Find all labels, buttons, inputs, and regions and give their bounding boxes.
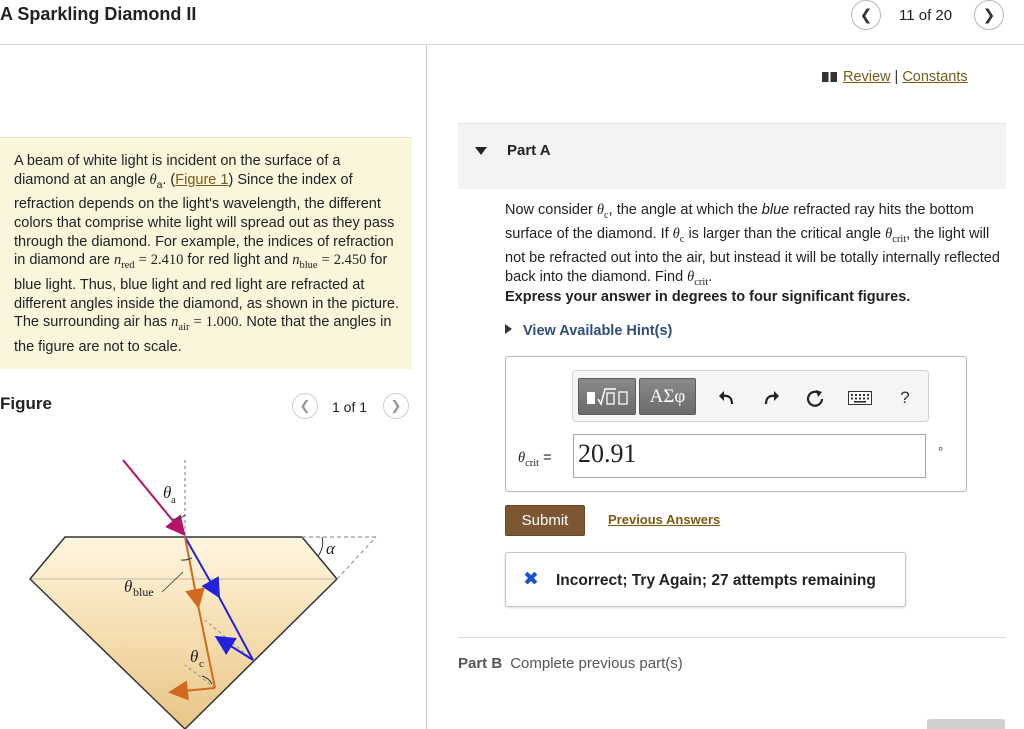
theta-a-arc	[172, 515, 185, 519]
chevron-left-icon: ❮	[299, 398, 311, 413]
caret-right-icon	[505, 324, 512, 334]
chevron-right-icon: ❯	[982, 7, 996, 24]
question-text: , the light will not be refracted out into the air, but instead it will be totally internally reflected back into the diamond. Find	[505, 225, 1000, 285]
caret-down-icon	[475, 147, 487, 155]
theta-c-sub: c	[199, 658, 204, 670]
hints-label: View Available Hint(s)	[523, 323, 673, 339]
problem-text: for blue light. Thus, blue light and red light are refracted at different angles inside the diamond, as shown in the picture. The surrounding air has	[14, 252, 400, 331]
math-toolbar	[572, 370, 929, 422]
theta-a-subscript: a	[156, 179, 163, 191]
symbols-button[interactable]: ΑΣφ	[639, 378, 696, 415]
answer-box	[505, 356, 967, 492]
column-divider	[426, 45, 427, 729]
theta-crit-subscript: crit	[892, 233, 907, 245]
problem-text: A beam of white light is incident on the surface of a diamond at an angle	[14, 153, 341, 188]
figure-count: 1 of 1	[332, 399, 368, 415]
part-a-header[interactable]	[458, 123, 1006, 189]
templates-button[interactable]	[578, 378, 636, 415]
n-air-subscript: air	[178, 322, 190, 334]
redo-icon[interactable]	[758, 385, 784, 411]
answer-unit: °	[938, 444, 944, 459]
part-separator	[458, 637, 1006, 638]
problem-pager: 11 of 20	[899, 7, 953, 24]
problem-text: for red light and	[183, 252, 293, 269]
figure-link[interactable]: Figure 1	[175, 171, 229, 188]
feedback-text: Incorrect; Try Again; 27 attempts remaining	[556, 572, 876, 589]
submit-button[interactable]: Submit	[505, 505, 585, 536]
answer-instruction: Express your answer in degrees to four significant figures.	[505, 289, 911, 305]
view-hints-toggle[interactable]	[505, 323, 672, 339]
question-emphasis: blue	[761, 202, 790, 218]
alpha-arc	[318, 537, 323, 556]
resource-links	[822, 69, 968, 85]
n-red-value: 2.410	[150, 252, 184, 269]
alpha-label: α	[326, 539, 335, 558]
chevron-right-icon: ❯	[390, 398, 402, 413]
header	[0, 0, 1024, 45]
feedback-box	[505, 552, 906, 607]
theta-c-label: θ	[190, 647, 199, 666]
part-b-label: Part B	[458, 655, 503, 672]
link-separator: |	[894, 69, 899, 85]
next-problem-button[interactable]	[974, 0, 1004, 30]
page-title: A Sparkling Diamond II	[0, 4, 197, 24]
diamond-figure	[0, 440, 420, 729]
answer-label-subscript: crit	[525, 457, 540, 469]
incorrect-x-icon: ✖	[523, 569, 539, 590]
keyboard-icon[interactable]	[846, 385, 874, 411]
theta-c-subscript: c	[604, 209, 609, 221]
answer-equals: =	[543, 450, 552, 466]
part-b-status: Complete previous part(s)	[510, 655, 683, 672]
answer-label: $\theta_{crit}$ =	[518, 450, 552, 469]
theta-a-label: θ	[163, 483, 172, 502]
help-button[interactable]: ?	[900, 388, 910, 407]
n-red-subscript: red	[121, 260, 135, 272]
part-b-header	[458, 655, 683, 672]
alpha-dashed-line-2	[337, 537, 376, 579]
question-text: Now consider	[505, 202, 597, 218]
problem-text: ) Since the index of refraction depends on the light's wavelength, the different colors that comprise white light will spread out as they pass through the diamond. For example, the indices of refraction in diamond are	[14, 171, 395, 269]
review-link[interactable]: Review	[843, 69, 891, 85]
question-text: refracted ray hits the bottom surface of the diamond. If	[505, 202, 974, 242]
problem-text: . Note that the angles in the figure are not to scale.	[14, 314, 392, 355]
problem-text: . (	[162, 171, 176, 188]
previous-answers-link[interactable]: Previous Answers	[608, 512, 721, 527]
figure-next-button[interactable]	[383, 393, 409, 419]
question-text: , the angle at which the	[608, 202, 762, 218]
problem-statement: A beam of white light is incident on the surface of a diamond at an angle $\theta_a$. (Figure 1) Since the index of refraction depends on the light's wavelength, the different colors that comprise white light will spread out as they pass through the diamond. For example, the indices of refraction in diamond are $n_{red} = 2.410$ for red light and $n_{blue} = 2.450$ for blue light. Thus, blue light and red light are refracted at different angles inside the diamond, as shown in the picture. The surrounding air has $n_{air} = 1.000$. Note that the angles in the figure are not to scale.	[0, 137, 412, 369]
theta-a-sub: a	[171, 494, 176, 506]
answer-input[interactable]: 20.91	[573, 434, 926, 478]
templates-icon	[585, 385, 629, 409]
figure-heading: Figure	[0, 394, 52, 413]
theta-c-subscript: c	[679, 233, 685, 245]
n-air-value: 1.000	[205, 314, 239, 331]
part-a-question: Now consider $\theta_c$, the angle at which the blue refracted ray hits the bottom surface of the diamond. If $\theta_c$ is larger than the critical angle $\theta_{crit}$, the light will not be refracted out into the air, but instead it will be totally internally reflected back into the diamond. Find $\theta_{crit}$.	[505, 202, 1000, 288]
n-blue-value: 2.450	[333, 252, 367, 269]
constants-link[interactable]: Constants	[902, 69, 968, 85]
part-a-title: Part A	[507, 142, 551, 159]
theta-crit-subscript: crit	[694, 276, 709, 288]
question-text: .	[708, 268, 713, 285]
previous-problem-button[interactable]	[851, 0, 881, 30]
book-icon	[822, 72, 837, 82]
theta-blue-sub: blue	[133, 585, 154, 599]
diamond-shape	[30, 537, 337, 729]
figure-prev-button[interactable]	[292, 393, 318, 419]
chevron-left-icon: ❮	[859, 7, 873, 24]
undo-icon[interactable]	[714, 385, 740, 411]
question-text: is larger than the critical angle	[684, 225, 886, 242]
theta-blue-label: θ	[124, 577, 133, 596]
reset-icon[interactable]	[802, 385, 828, 411]
n-blue-subscript: blue	[299, 260, 318, 272]
scroll-to-top-tab[interactable]	[927, 719, 1005, 729]
